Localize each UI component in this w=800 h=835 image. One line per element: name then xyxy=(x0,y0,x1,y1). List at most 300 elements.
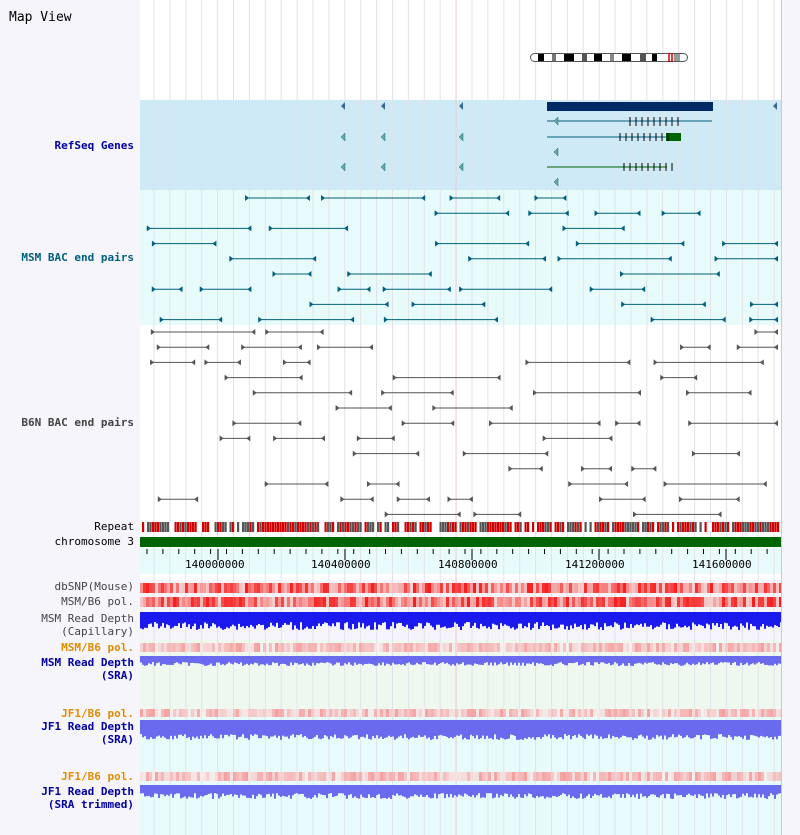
msm-pol-heat xyxy=(548,597,551,607)
msm-sra-depth xyxy=(284,656,286,664)
jf1-sra-depth xyxy=(460,720,462,734)
msm-sra-depth xyxy=(592,656,594,666)
jf1-trim-depth xyxy=(504,785,506,793)
jf1-pol-heat xyxy=(188,709,191,717)
msm-pol2-heat xyxy=(716,643,719,652)
jf1-pol-heat xyxy=(449,709,452,717)
msm-pol2-heat xyxy=(302,643,305,652)
dbsnp-heat xyxy=(503,583,506,593)
msm-pol-heat xyxy=(731,597,734,607)
msm-sra-depth xyxy=(154,656,156,666)
jf1-sra-depth xyxy=(758,720,760,737)
repeat-mark xyxy=(777,522,779,532)
jf1-sra-depth xyxy=(572,720,574,736)
msm-sra-depth xyxy=(558,656,560,663)
jf1-pol2-heat xyxy=(602,772,605,781)
b6n-bac-label[interactable]: B6N BAC end pairs xyxy=(21,416,134,429)
jf1-pol-heat xyxy=(305,709,308,717)
msm-sra-depth xyxy=(260,656,262,664)
b6n-bac-pair-end xyxy=(191,359,195,365)
jf1-trim-depth xyxy=(752,785,754,797)
jf1-sra-depth xyxy=(538,720,540,737)
jf1-pol-heat xyxy=(557,709,560,717)
jf1-trim-depth xyxy=(192,785,194,798)
repeat-mark xyxy=(600,522,602,532)
msm-pol-heat xyxy=(272,597,275,607)
msm-pol2-heat xyxy=(287,643,290,652)
jf1-trim-depth xyxy=(148,785,150,796)
jf1-pol2-heat xyxy=(662,772,665,781)
dbsnp-heat xyxy=(548,583,551,593)
msm-pol-heat xyxy=(701,597,704,607)
jf1-trim-depth xyxy=(534,785,536,798)
msm-pol-heat xyxy=(638,597,641,607)
jf1-trim-depth xyxy=(262,785,264,798)
jf1-pol2-heat xyxy=(533,772,536,781)
jf1-pol-heat xyxy=(728,709,731,717)
msm-pol-heat xyxy=(551,597,554,607)
repeat-mark xyxy=(502,522,504,532)
repeat-mark xyxy=(580,522,582,532)
msm-sra-depth xyxy=(518,656,520,663)
jf1-trim-depth xyxy=(302,785,304,794)
msm-pol2-heat xyxy=(344,643,347,652)
jf1-pol-heat xyxy=(215,709,218,717)
msm-pol2-heat xyxy=(479,643,482,652)
jf1-trim-depth xyxy=(576,785,578,799)
msm-cap-depth xyxy=(544,612,546,626)
msm-sra-depth xyxy=(202,656,204,665)
jf1-sra-depth xyxy=(256,720,258,735)
repeat-mark xyxy=(672,522,674,532)
msm-cap-depth xyxy=(596,612,598,623)
msm-sra-depth xyxy=(736,656,738,665)
jf1-pol-heat xyxy=(638,709,641,717)
msm-sra-depth xyxy=(444,656,446,664)
jf1-sra-depth xyxy=(636,720,638,739)
msm-cap-depth xyxy=(682,612,684,627)
repeat-mark xyxy=(657,522,659,532)
dbsnp-heat xyxy=(632,583,635,593)
repeat-mark xyxy=(252,522,254,532)
jf1-trim-depth xyxy=(636,785,638,794)
jf1-pol2-heat xyxy=(290,772,293,781)
repeat-mark xyxy=(285,522,287,532)
gene-arrow xyxy=(341,133,345,141)
jf1-sra-depth xyxy=(522,720,524,740)
dbsnp-heat xyxy=(677,583,680,593)
dbsnp-heat xyxy=(554,583,557,593)
dbsnp-heat xyxy=(737,583,740,593)
msm-pol-heat xyxy=(635,597,638,607)
msm-sra-depth xyxy=(198,656,200,663)
jf1-sra-depth xyxy=(198,720,200,739)
jf1-pol-heat xyxy=(275,709,278,717)
dbsnp-heat xyxy=(530,583,533,593)
repeat-mark xyxy=(202,522,204,532)
msm-pol-heat xyxy=(164,597,167,607)
msm-pol2-heat xyxy=(314,643,317,652)
msm-pol-heat xyxy=(449,597,452,607)
msm-pol2-heat xyxy=(749,643,752,652)
msm-sra-depth xyxy=(744,656,746,664)
msm-sra-depth xyxy=(588,656,590,662)
jf1-trim-depth xyxy=(284,785,286,796)
msm-cap-depth xyxy=(140,612,142,628)
msm-pol2-heat xyxy=(485,643,488,652)
jf1-pol-heat xyxy=(293,709,296,717)
dbsnp-heat xyxy=(596,583,599,593)
msm-sra-depth xyxy=(770,656,772,665)
jf1-trim-depth xyxy=(626,785,628,793)
jf1-sra-depth xyxy=(618,720,620,738)
dbsnp-heat xyxy=(713,583,716,593)
jf1-trim-depth xyxy=(374,785,376,798)
msm-cap-depth xyxy=(196,612,198,630)
msm-cap-depth xyxy=(210,612,212,626)
msm-bac-pair-end xyxy=(576,241,580,247)
jf1-trim-depth xyxy=(620,785,622,798)
msm-cap-depth xyxy=(620,612,622,630)
msm-bac-pair-end xyxy=(366,286,370,292)
chromosome-ideogram[interactable] xyxy=(530,53,688,62)
msm-sra-depth xyxy=(270,656,272,665)
jf1-trim-depth xyxy=(536,785,538,796)
jf1-pol2-heat xyxy=(377,772,380,781)
jf1-sra-depth xyxy=(560,720,562,737)
msm-cap-depth xyxy=(186,612,188,627)
repeat-mark xyxy=(272,522,274,532)
repeat-mark xyxy=(725,522,727,532)
jf1-sra-depth xyxy=(408,720,410,739)
msm-pol2-heat xyxy=(152,643,155,652)
dbsnp-heat xyxy=(608,583,611,593)
msm-cap-depth xyxy=(718,612,720,627)
msm-pol-heat xyxy=(740,597,743,607)
msm-sra-depth xyxy=(510,656,512,663)
msm-pol-heat xyxy=(143,597,146,607)
msm-cap-depth xyxy=(174,612,176,626)
jf1-pol2-heat xyxy=(503,772,506,781)
jf1-sra-depth xyxy=(350,720,352,737)
repeat-mark xyxy=(487,522,489,532)
jf1-trim-depth xyxy=(514,785,516,799)
jf1-pol2-heat xyxy=(620,772,623,781)
jf1-sra-depth xyxy=(150,720,152,737)
jf1-trim-depth xyxy=(726,785,728,795)
msm-cap-depth xyxy=(672,612,674,629)
msm-cap-depth xyxy=(374,612,376,622)
jf1-pol2-heat xyxy=(614,772,617,781)
msm-cap-depth xyxy=(716,612,718,623)
repeat-mark xyxy=(320,522,322,532)
b6n-bac-pair-end xyxy=(692,451,696,457)
msm-sra-depth xyxy=(580,656,582,665)
jf1-trim-depth xyxy=(388,785,390,798)
jf1-pol-heat xyxy=(344,709,347,717)
jf1-pol2-heat xyxy=(308,772,311,781)
msm-pol-heat xyxy=(380,597,383,607)
jf1-trim-depth xyxy=(334,785,336,796)
dbsnp-heat xyxy=(455,583,458,593)
jf1-sra-depth xyxy=(358,720,360,739)
msm-sra-depth xyxy=(634,656,636,664)
msm-bac-pair-end xyxy=(641,286,645,292)
jf1-trim-depth xyxy=(154,785,156,793)
jf1-pol2-heat xyxy=(362,772,365,781)
msm-pol2-heat xyxy=(488,643,491,652)
jf1-pol2-heat xyxy=(482,772,485,781)
msm-cap-depth xyxy=(638,612,640,625)
msm-bac-pair-end xyxy=(338,286,342,292)
msm-cap-depth xyxy=(738,612,740,630)
dbsnp-heat xyxy=(728,583,731,593)
repeat-mark xyxy=(537,522,539,532)
dbsnp-heat xyxy=(614,583,617,593)
repeat-mark xyxy=(420,522,422,532)
msm-cap-depth xyxy=(642,612,644,627)
b6n-bac-pair-end xyxy=(396,481,400,487)
jf1-pol-heat xyxy=(392,709,395,717)
msm-sra-depth xyxy=(502,656,504,664)
msm-pol-heat xyxy=(518,597,521,607)
gene-arrow xyxy=(459,133,463,141)
dbsnp-heat xyxy=(647,583,650,593)
jf1-pol2-heat xyxy=(605,772,608,781)
repeat-mark xyxy=(757,522,759,532)
repeat-mark xyxy=(370,522,372,532)
jf1-pol-heat xyxy=(683,709,686,717)
dbsnp-heat xyxy=(761,583,764,593)
dbsnp-heat xyxy=(437,583,440,593)
msm-sra-depth xyxy=(294,656,296,663)
msm-pol-heat xyxy=(260,597,263,607)
jf1-sra-depth xyxy=(152,720,154,739)
msm-pol2-heat xyxy=(236,643,239,652)
repeat-mark xyxy=(395,522,397,532)
jf1-trim-depth xyxy=(558,785,560,796)
msm-sra-depth xyxy=(620,656,622,665)
msm-pol-heat xyxy=(368,597,371,607)
msm-pol2-heat xyxy=(740,643,743,652)
msm-sra-depth xyxy=(432,656,434,665)
jf1-pol-heat xyxy=(380,709,383,717)
jf1-pol-heat xyxy=(218,709,221,717)
msm-sra-depth xyxy=(586,656,588,662)
jf1-pol-heat xyxy=(533,709,536,717)
jf1-sra-depth xyxy=(686,720,688,735)
repeat-mark xyxy=(687,522,689,532)
msm-cap-depth xyxy=(332,612,334,623)
msm-cap-depth xyxy=(466,612,468,622)
msm-pol2-heat xyxy=(536,643,539,652)
jf1-sra-depth xyxy=(444,720,446,736)
msm-cap-depth xyxy=(302,612,304,630)
msm-pol2-heat xyxy=(296,643,299,652)
jf1-sra-depth xyxy=(534,720,536,740)
msm-sra-depth xyxy=(282,656,284,664)
msm-pol2-heat xyxy=(284,643,287,652)
b6n-bac-pair-end xyxy=(370,496,374,502)
repeat-mark xyxy=(245,522,247,532)
b6n-bac-pair-end xyxy=(737,344,741,350)
jf1-sra-depth xyxy=(532,720,534,737)
msm-cap-depth xyxy=(334,612,336,626)
repeat-mark xyxy=(515,522,517,532)
msm-pol2-heat xyxy=(533,643,536,652)
msm-sra-depth xyxy=(708,656,710,664)
b6n-bac-pair-end xyxy=(273,435,277,441)
msm-cap-depth xyxy=(240,612,242,627)
msm-sra-depth xyxy=(384,656,386,666)
msm-cap-depth xyxy=(524,612,526,626)
jf1-pol2-heat xyxy=(182,772,185,781)
repeat-mark xyxy=(677,522,679,532)
dbsnp-heat xyxy=(773,583,776,593)
jf1-pol2-heat xyxy=(464,772,467,781)
repeat-mark xyxy=(367,522,369,532)
jf1-trim-depth xyxy=(658,785,660,798)
b6n-bac-pair-end xyxy=(747,390,751,396)
repeat-mark xyxy=(155,522,157,532)
msm-pol2-heat xyxy=(506,643,509,652)
jf1-trim-depth xyxy=(512,785,514,797)
msm-sra-depth xyxy=(566,656,568,665)
msm-cap-depth xyxy=(158,612,160,628)
msm-pol-heat xyxy=(578,597,581,607)
msm-pol2-heat xyxy=(611,643,614,652)
jf1-pol-heat xyxy=(596,709,599,717)
msm-bac-label[interactable]: MSM BAC end pairs xyxy=(21,251,134,264)
jf1-sra-depth xyxy=(604,720,606,738)
b6n-bac-pair-end xyxy=(615,420,619,426)
jf1-sra-depth xyxy=(264,720,266,736)
msm-cap-depth xyxy=(264,612,266,630)
jf1-pol-heat xyxy=(470,709,473,717)
msm-sra-depth xyxy=(366,656,368,664)
msm-sra-depth xyxy=(356,656,358,665)
b6n-bac-pair-end xyxy=(497,375,501,381)
jf1-pol2-heat xyxy=(686,772,689,781)
msm-sra-depth xyxy=(748,656,750,666)
dbsnp-heat xyxy=(545,583,548,593)
jf1-sra-depth xyxy=(480,720,482,738)
msm-cap-depth xyxy=(550,612,552,630)
msm-sra-depth xyxy=(164,656,166,664)
repeat-mark xyxy=(447,522,449,532)
jf1-pol2-heat xyxy=(569,772,572,781)
msm-sra-depth xyxy=(578,656,580,665)
jf1-pol2-heat xyxy=(260,772,263,781)
msm-pol-heat xyxy=(680,597,683,607)
jf1-pol-heat xyxy=(464,709,467,717)
msm-pol2-heat xyxy=(692,643,695,652)
repeat-mark xyxy=(535,522,537,532)
jf1-trim-depth xyxy=(770,785,772,793)
msm-cap-depth xyxy=(252,612,254,627)
msm-cap-depth xyxy=(304,612,306,628)
msm-cap-depth xyxy=(496,612,498,625)
jf1-pol-heat xyxy=(272,709,275,717)
msm-sra-depth xyxy=(636,656,638,663)
jf1-pol2-heat xyxy=(761,772,764,781)
jf1-pol2-heat xyxy=(161,772,164,781)
jf1-pol2-heat xyxy=(638,772,641,781)
dbsnp-heat xyxy=(557,583,560,593)
jf1-trim-depth xyxy=(522,785,524,798)
msm-pol2-heat xyxy=(191,643,194,652)
msm-pol2-heat xyxy=(215,643,218,652)
dbsnp-heat xyxy=(500,583,503,593)
msm-pol-heat xyxy=(197,597,200,607)
dbsnp-heat xyxy=(689,583,692,593)
jf1-trim-depth xyxy=(294,785,296,794)
repeat-mark xyxy=(442,522,444,532)
msm-sra-depth xyxy=(746,656,748,663)
jf1-pol2-heat xyxy=(194,772,197,781)
msm-cap-depth xyxy=(710,612,712,629)
jf1-pol-heat xyxy=(575,709,578,717)
jf1-sra-depth xyxy=(602,720,604,739)
msm-cap-depth xyxy=(752,612,754,626)
jf1-sra-depth xyxy=(528,720,530,737)
jf1-pol-heat xyxy=(308,709,311,717)
msm-cap-depth xyxy=(388,612,390,629)
jf1-sra-depth xyxy=(612,720,614,736)
repeat-mark xyxy=(327,522,329,532)
b6n-bac-pair-end xyxy=(348,390,352,396)
refseq-genes-label[interactable]: RefSeq Genes xyxy=(54,139,134,152)
repeat-mark xyxy=(415,522,417,532)
jf1-pol2-heat xyxy=(593,772,596,781)
jf1-pol-heat xyxy=(587,709,590,717)
jf1-pol2-heat xyxy=(215,772,218,781)
msm-bac-pair-end xyxy=(621,301,625,307)
msm-cap-depth xyxy=(766,612,768,626)
jf1-pol-heat xyxy=(428,709,431,717)
msm-cap-depth xyxy=(584,612,586,624)
msm-pol2-heat xyxy=(224,643,227,652)
jf1-sra-depth xyxy=(738,720,740,736)
msm-cap-depth xyxy=(292,612,294,630)
msm-sra-depth xyxy=(290,656,292,663)
msm-cap-depth xyxy=(410,612,412,630)
msm-sra-depth xyxy=(308,656,310,665)
msm-bac-pair-end xyxy=(697,210,701,216)
track-panel[interactable] xyxy=(140,0,781,835)
jf1-pol2-heat xyxy=(596,772,599,781)
jf1-pol-heat xyxy=(236,709,239,717)
msm-sra-depth xyxy=(726,656,728,662)
b6n-bac-pair-end xyxy=(539,466,543,472)
jf1-sra-depth xyxy=(290,720,292,736)
repeat-mark xyxy=(507,522,509,532)
jf1-trim-depth xyxy=(356,785,358,798)
msm-cap-depth xyxy=(194,612,196,624)
dbsnp-heat xyxy=(404,583,407,593)
msm-sra-depth xyxy=(602,656,604,662)
dbsnp-heat xyxy=(191,583,194,593)
dbsnp-heat xyxy=(653,583,656,593)
jf1-pol-heat xyxy=(191,709,194,717)
jf1-trim-depth xyxy=(540,785,542,796)
msm-cap-depth xyxy=(308,612,310,629)
jf1-trim-depth xyxy=(750,785,752,797)
jf1-sra-depth xyxy=(580,720,582,736)
msm-pol-heat xyxy=(431,597,434,607)
msm-sra-depth xyxy=(210,656,212,664)
jf1-sra-depth xyxy=(714,720,716,738)
